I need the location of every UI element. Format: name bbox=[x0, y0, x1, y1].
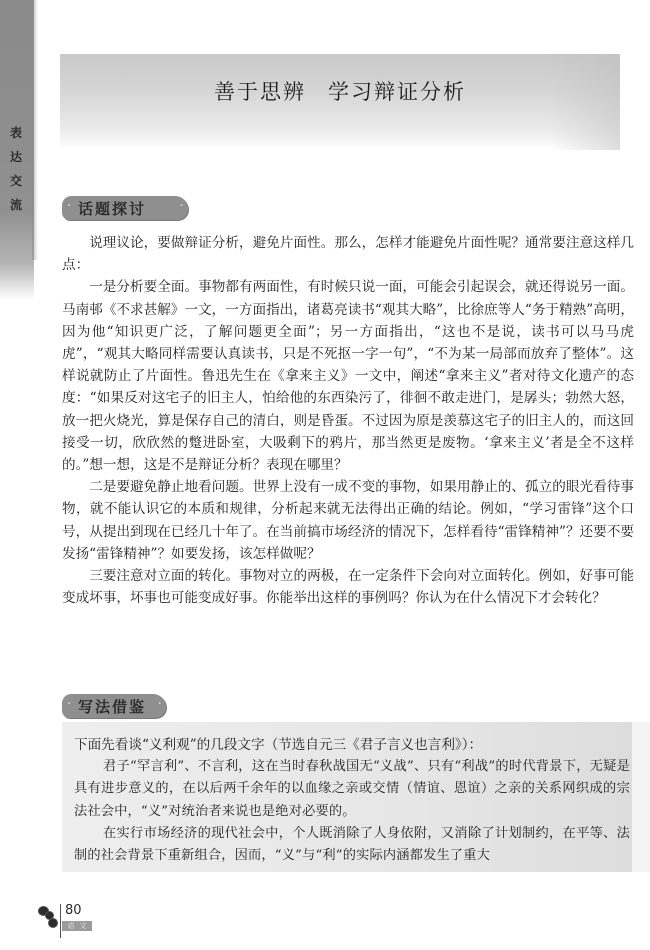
subject-char: 语 bbox=[67, 922, 75, 930]
title-part-2: 学习辩证分析 bbox=[328, 80, 466, 104]
ink-dots-icon bbox=[38, 906, 58, 928]
section-tag-label: · 写法借鉴 bbox=[78, 697, 147, 716]
paragraph: 二是要避免静止地看问题。世界上没有一成不变的事物，如果用静止的、孤立的眼光看待事物，就不能认识它的本质和规律，分析起来就无法得出正确的结论。例如，“学习雷锋”这个口号，从提出到现在已经几十年了。在当前搞市场经济的情况下，怎样看待“雷锋精神”？还要不要发扬“雷锋精神”？如要发扬，该怎样做呢？ bbox=[62, 479, 634, 562]
quoted-paragraph: 君子“罕言利”、不言利，这在当时春秋战国无“义战”、只有“利战”的时代背景下，无疑是具有进步意义的，在以后两千余年的以血缘之亲或交情（情谊、恩谊）之亲的关系网织成的宗法社会中，“义”对统治者来说也是绝对必要的。 bbox=[74, 759, 630, 819]
title-part-1: 善于思辨 bbox=[214, 80, 306, 104]
paragraph: 说理议论，要做辩证分析，避免片面性。那么，怎样才能避免片面性呢？通常要注意这样几点： bbox=[62, 235, 634, 274]
side-tab-char: 交 bbox=[9, 174, 22, 188]
paragraph: 一是分析要全面。事物都有两面性，有时候只说一面，可能会引起误会，就还得说另一面。马南邨《不求甚解》一文，一方面指出，诸葛亮读书“观其大略”，比徐庶等人“务于精熟”高明，因为他“知识更广泛，了解问题更全面”；另一方面指出，“这也不是说，读书可以马马虎虎”，“观其大略同样需要认真读书，只是不死抠一字一句”，“不为某一局部而放弃了整体”。这样说就防止了片面性。鲁迅先生在《拿来主义》一文中，阐述“拿来主义”者对待文化遗产的态度：“如果反对这宅子的旧主人，怕给他的东西染污了，徘徊不敢走进门，是孱头；勃然大怒，放一把火烧光，算是保存自己的清白，则是昏蛋。不过因为原是羡慕这宅子的旧主人的，而这回接受一切，欣欣然的蹩进卧室，大吸剩下的鸦片，那当然更是废物。‘拿来主义’者是全不这样的。”想一想，这是不是辩证分析？表现在哪里？ bbox=[62, 279, 634, 474]
side-tab-char: 达 bbox=[9, 150, 22, 164]
section-2-body bbox=[64, 734, 630, 867]
page-title bbox=[60, 76, 620, 106]
page-number: 80 bbox=[65, 903, 82, 918]
section-tag-topic-discussion bbox=[62, 196, 188, 220]
side-tab-label bbox=[5, 126, 27, 212]
section-tag-label: · 话题探讨 bbox=[78, 199, 147, 218]
page-footer bbox=[36, 904, 116, 944]
section-1-body bbox=[62, 232, 634, 609]
title-banner bbox=[60, 54, 620, 150]
footer-divider bbox=[60, 904, 61, 938]
side-tab-char: 表 bbox=[9, 126, 22, 140]
subject-char: 文 bbox=[79, 922, 87, 930]
lead-paragraph: 下面先看谈“义利观”的几段文字（节选自元三《君子言义也言利》）： bbox=[74, 737, 483, 753]
paragraph: 三要注意对立面的转化。事物对立的两极，在一定条件下会向对立面转化。例如，好事可能变成坏事，坏事也可能变成好事。你能举出这样的事例吗？你认为在什么情况下才会转化？ bbox=[62, 568, 634, 607]
quoted-paragraph: 在实行市场经济的现代社会中，个人既消除了人身依附，又消除了计划制约，在平等、法制的社会背景下重新组合，因而，“义”与“利”的实际内涵都发生了重大 bbox=[74, 825, 630, 864]
section-tag-writing-reference bbox=[62, 694, 166, 718]
side-tab-char: 流 bbox=[9, 198, 22, 212]
subject-badge bbox=[62, 921, 92, 931]
side-tab-strip bbox=[0, 0, 34, 300]
